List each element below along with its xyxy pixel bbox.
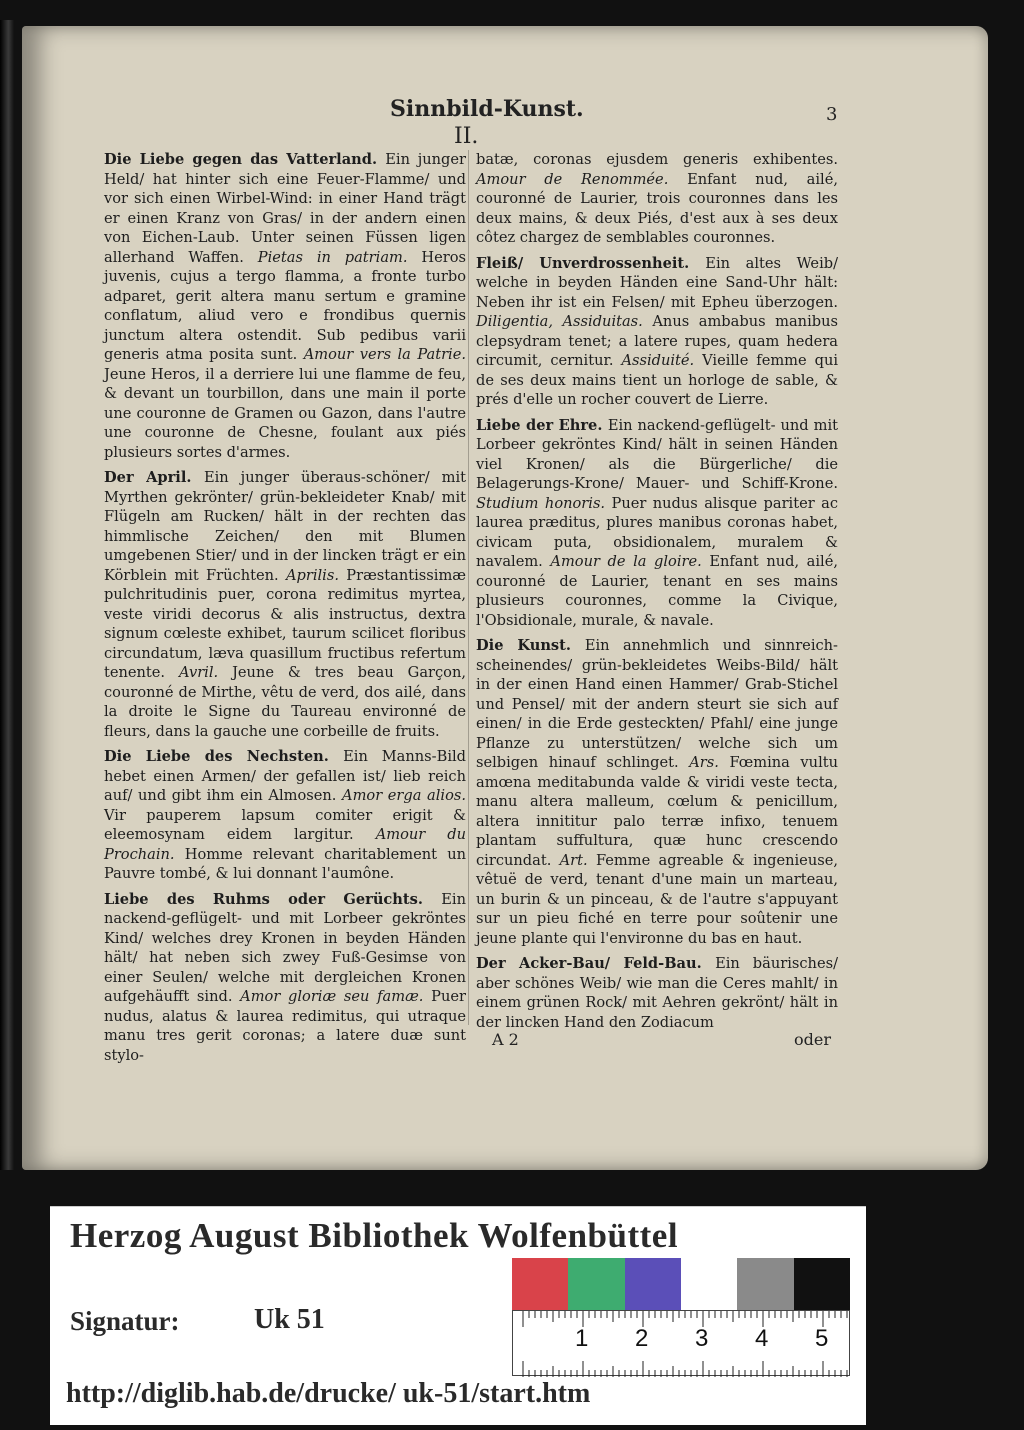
ruler-number: 2 xyxy=(635,1325,649,1352)
color-swatch xyxy=(625,1258,681,1310)
catchword: oder xyxy=(794,1030,831,1049)
latin-text: Heros juvenis, cujus a tergo flamma, a fronte turbo adparet, gerit altera manu sertum e gramine conflatum, aliud vero e frondibus quernis junctum altera ostendit. Sub pedibus varii generis atma posita sunt. xyxy=(104,248,467,363)
color-swatch xyxy=(681,1258,737,1310)
french-text: Jeune Heros, il a derriere lui une flamme de feu, & devant un tourbillon, dans une main il porte une couronne de Gramen ou Gazon, dans l'autre une couronne de Chesne, foulant aux piés plusieurs sortes d'armes. xyxy=(104,365,466,461)
column-divider xyxy=(468,150,469,1025)
german-text: Ein nackend-geflügelt- und mit Lorbeer gekröntes Kind/ hält in seinen Händen viel Kronen/ als die Bürgerliche/ die Belagerungs-Krone/ Mauer- und Schiff-Krone. xyxy=(476,416,838,492)
latin-text: Fœmina vultu amœna meditabunda valde & viridi veste tecta, manu altera malleum, cœlum & penicillum, altera innititur palo terræ infixo, tenuem plantam suffultura, quæ hunc crescendo circundat. xyxy=(476,754,839,869)
emblem-entry xyxy=(104,150,466,462)
french-label: Amour du Prochain. xyxy=(104,826,467,863)
latin-text: Puer nudus alisque pariter ac laurea præditus, plures manibus coronas habet, civicam puta, obsidionalem, muralem & navalem. xyxy=(476,494,838,570)
signature-label: Signatur: xyxy=(70,1306,180,1336)
page-number: 3 xyxy=(826,104,838,125)
emblem-entry xyxy=(476,416,838,631)
latin-label: Amor erga alios. xyxy=(342,787,466,804)
ruler-number: 1 xyxy=(575,1325,589,1352)
left-column xyxy=(104,150,466,1071)
library-url[interactable]: http://diglib.hab.de/drucke/ uk-51/start.htm xyxy=(66,1378,591,1409)
latin-text: Puer nudus, alatus & laurea redimitus, qui utraque manu tres gerit coronas; a latere duæ sunt stylo- xyxy=(104,988,466,1064)
emblem-heading: Die Kunst. xyxy=(476,637,585,654)
french-text: Jeune & tres beau Garçon, couronné de Mirthe, vêtu de verd, dos ailé, dans la droite le Signe du Taureau environné de fleurs, dans la gauche une corbeille de fruits. xyxy=(104,664,467,740)
german-text: Ein Manns-Bild hebet einen Armen/ der gefallen ist/ lieb reich auf/ und gibt ihm ein Almosen. xyxy=(104,748,466,804)
signature-value: Uk 51 xyxy=(254,1304,325,1335)
latin-text: batæ, coronas ejusdem generis exhibentes. xyxy=(476,151,838,168)
german-text: Ein altes Weib/ welche in beyden Händen eine Sand-Uhr hält: Neben ihr ist ein Felsen/ mit Epheu überzogen. xyxy=(476,254,838,311)
latin-label: Ars. xyxy=(689,754,730,771)
ruler-number: 4 xyxy=(755,1325,769,1352)
french-text: Vieille femme qui de ses deux mains tient un horloge de sable, & prés d'elle un rocher couvert de Lierre. xyxy=(476,352,839,408)
color-swatch xyxy=(512,1258,568,1310)
running-head: Sinnbild-Kunst. xyxy=(390,96,584,122)
emblem-heading: Fleiß/ Unverdrossenheit. xyxy=(476,254,706,272)
emblem-heading: Die Liebe gegen das Vatterland. xyxy=(104,151,386,168)
emblem-heading: Der April. xyxy=(104,469,204,486)
french-label: Art. xyxy=(559,851,596,869)
latin-text: Vir pauperem lapsum comiter erigit & eleemosynam eidem largitur. xyxy=(104,806,466,843)
german-text: Ein junger überaus-schöner/ mit Myrthen gekrönter/ grün-bekleideter Knab/ mit Flügeln am Rucken/ hält in der rechten das himmlische Zeichen/ den mit Blumen umgebenen Stier/ und in der lincken trägt er ein Körblein mit Früchten. xyxy=(104,469,466,584)
emblem-entry xyxy=(476,254,838,410)
german-text: Ein annehmlich und sinnreich-scheinendes/ grün-bekleidetes Weibs-Bild/ hält in der einen Hand einen Hammer/ Grab-Stichel und Pensel/ mit der andern steurt sie sich auf einen/ in die Erde gesteckten/ Pfahl/ eine junge Pflanze zu unterstützen/ welche sich um selbigen hinauf schlinget. xyxy=(476,637,838,771)
section-number: II. xyxy=(454,124,479,149)
right-column xyxy=(476,150,838,1038)
latin-label: Pietas in patriam. xyxy=(257,248,422,266)
latin-label: Aprilis. xyxy=(285,566,347,584)
emblem-entry xyxy=(104,468,466,741)
french-label: Assiduité. xyxy=(621,352,703,369)
emblem-entry xyxy=(476,636,838,948)
color-swatch xyxy=(737,1258,793,1310)
color-swatch xyxy=(568,1258,624,1310)
color-swatch xyxy=(794,1258,850,1310)
german-text: Ein junger Held/ hat hinter sich eine Feuer-Flamme/ und vor sich einen Wirbel-Wind: in einer Hand trägt er einen Kranz von Gras/ in der andern einen von Eichen-Laub. Unter seinen Füssen ligen allerhand Waffen. xyxy=(104,151,466,266)
emblem-heading: Die Liebe des Nechsten. xyxy=(104,748,344,765)
library-title: Herzog August Bibliothek Wolfenbüttel xyxy=(70,1216,679,1255)
french-label: Amour de Renommée. xyxy=(476,170,688,188)
latin-label: Diligentia, Assiduitas. xyxy=(476,313,653,330)
scale-ruler xyxy=(512,1310,850,1376)
french-label: Avril. xyxy=(179,664,233,681)
emblem-entry xyxy=(476,954,838,1032)
ruler-number: 3 xyxy=(695,1325,709,1352)
signature-mark: A 2 xyxy=(492,1030,519,1049)
emblem-heading: Liebe der Ehre. xyxy=(476,416,608,434)
book-gutter xyxy=(0,20,14,1170)
emblem-entry xyxy=(104,890,466,1066)
emblem-heading: Der Acker-Bau/ Feld-Bau. xyxy=(476,955,716,972)
color-calibration-swatches xyxy=(512,1258,850,1310)
french-text: Enfant nud, ailé, couronné de Laurier, trois couronnes dans les deux mains, & deux Piés, d'est aux à ses deux côtez chargez de semblables couronnes. xyxy=(476,170,838,246)
latin-label: Amor gloriæ seu famæ. xyxy=(240,988,432,1005)
german-text: Ein nackend-geflügelt- und mit Lorbeer gekröntes Kind/ welches drey Kronen in beyden Händen hält/ hat neben sich zwey Fuß-Gesimse von einer Seulen/ welche mit dergleichen Kronen aufgehäufft sind. xyxy=(104,890,466,1005)
latin-text: Præstantissimæ pulchritudinis puer, corona redimitus myrtea, veste viridi decorus & alis instructus, dextra signum cœleste exhibet, taurum scilicet floribus circundatum, læva quasillum fructibus refertum tenente. xyxy=(104,566,466,681)
french-label: Amour vers la Patrie. xyxy=(303,346,466,363)
emblem-entry xyxy=(104,747,466,884)
emblem-heading: Liebe des Ruhms oder Gerüchts. xyxy=(104,890,442,908)
emblem-entry xyxy=(476,150,838,248)
french-text: Homme relevant charitablement un Pauvre tombé, & lui donnant l'aumône. xyxy=(104,845,466,882)
latin-text: Anus ambabus manibus clepsydram tenet; a latere rupes, quam hedera circumit, cernitur. xyxy=(476,313,838,369)
german-text: Ein bäurisches/ aber schönes Weib/ wie man die Ceres mahlt/ in einem grünen Rock/ mit Aehren gekrönt/ hält in der lincken Hand den Zodiacum xyxy=(476,955,838,1031)
latin-label: Studium honoris. xyxy=(476,494,612,512)
french-label: Amour de la gloire. xyxy=(550,553,710,570)
french-text: Enfant nud, ailé, couronné de Laurier, tenant en ses mains plusieurs couronnes, comme la Civique, l'Obsidionale, murale, & navale. xyxy=(476,553,838,629)
ruler-number: 5 xyxy=(815,1325,829,1352)
french-text: Femme agreable & ingenieuse, vêtuë de verd, tenant d'une main un marteau, un burin & un pinceau, & de l'autre s'appuyant sur un pieu fiché en terre pour soûtenir une jeune plante qui l'environne du bas en haut. xyxy=(476,851,838,947)
